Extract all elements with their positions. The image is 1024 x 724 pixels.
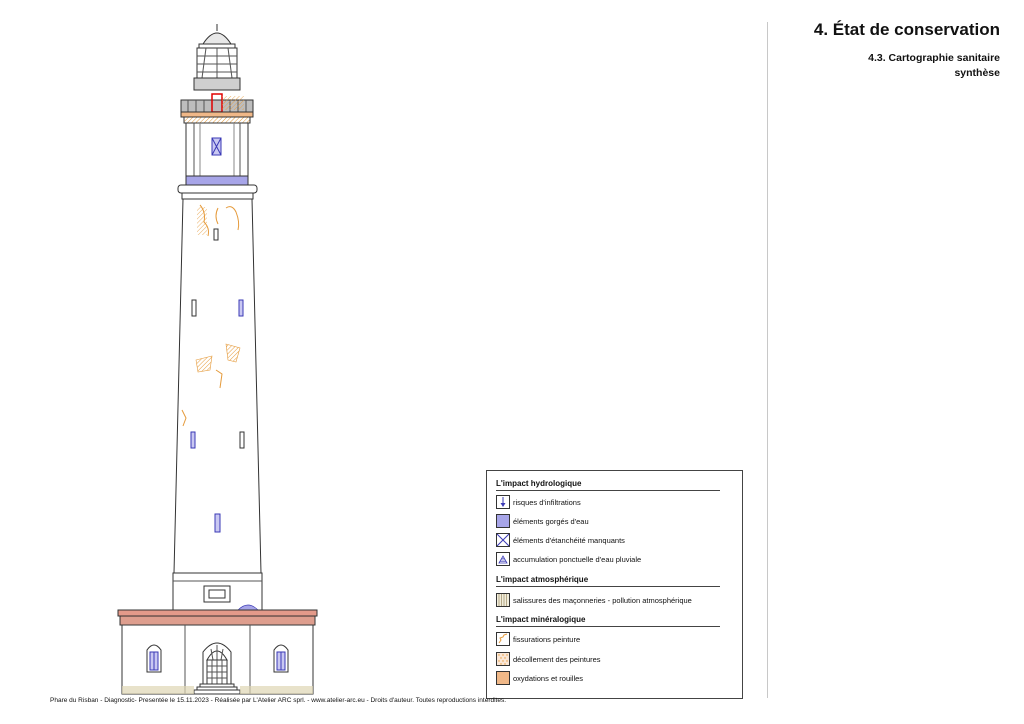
footer-credits: Phare du Risban - Diagnostic- Presentée le 15.11.2023 - Réalisée par L'Atelier ARC sprl. - www.atelier-arc.eu - Droits d'auteur. Toutes reproductions interdites. xyxy=(50,697,507,704)
legend-item-label: éléments d'étanchéité manquants xyxy=(513,535,625,545)
legend-item xyxy=(496,631,580,647)
tower-collar xyxy=(182,193,253,199)
legend-item xyxy=(496,532,625,548)
subtitle-line: 4.3. Cartographie sanitaire xyxy=(868,52,1000,64)
page-subtitle xyxy=(868,51,1000,81)
legend-item xyxy=(496,651,601,667)
legend-item xyxy=(496,592,692,608)
legend-item xyxy=(496,551,641,567)
tower-window-wet xyxy=(215,514,220,532)
tower-window xyxy=(240,432,244,448)
legend-box xyxy=(486,470,743,699)
legend-item-label: accumulation ponctuelle d'eau pluviale xyxy=(513,554,642,564)
arrow-down-icon xyxy=(496,495,510,509)
legend-item-label: fissurations peinture xyxy=(513,634,581,644)
legend-item xyxy=(496,513,589,529)
orange-fill-icon xyxy=(496,671,510,685)
page-title: 4. État de conservation xyxy=(813,20,1000,39)
lantern-dome xyxy=(194,24,240,90)
legend-divider xyxy=(496,490,720,491)
legend-item-label: salissures des maçonneries - pollution atmosphérique xyxy=(513,595,692,605)
dotted-icon xyxy=(496,652,510,666)
legend-divider xyxy=(496,586,720,587)
legend-divider xyxy=(496,626,720,627)
tower-cornice xyxy=(178,185,257,193)
tower-base xyxy=(173,573,262,610)
tower-shaft xyxy=(174,199,261,573)
legend-section-title: L'impact hydrologique xyxy=(496,479,582,488)
legend-section-title: L'impact atmosphérique xyxy=(496,575,589,584)
legend-item-label: risques d'infiltrations xyxy=(513,497,581,507)
subtitle-line: synthèse xyxy=(954,67,1000,79)
legend-item xyxy=(496,494,581,510)
legend-item-label: oxydations et rouilles xyxy=(513,673,584,683)
base-building xyxy=(118,610,317,694)
tower-window xyxy=(192,300,196,316)
vertical-hatch-icon xyxy=(496,593,510,607)
vertical-divider xyxy=(767,22,768,698)
gallery-railing xyxy=(181,94,253,123)
tower-window xyxy=(214,229,218,240)
crack-icon xyxy=(496,632,510,646)
cross-box-icon xyxy=(496,533,510,547)
legend-item-label: décollement des peintures xyxy=(513,654,601,664)
legend-item-label: éléments gorgés d'eau xyxy=(513,516,589,526)
tower-window-wet xyxy=(191,432,195,448)
tower-window-wet xyxy=(239,300,243,316)
watch-room xyxy=(186,123,248,185)
water-pool-icon xyxy=(496,552,510,566)
legend-item xyxy=(496,670,583,686)
blue-fill-icon xyxy=(496,514,510,528)
legend-section-title: L'impact minéralogique xyxy=(496,615,586,624)
